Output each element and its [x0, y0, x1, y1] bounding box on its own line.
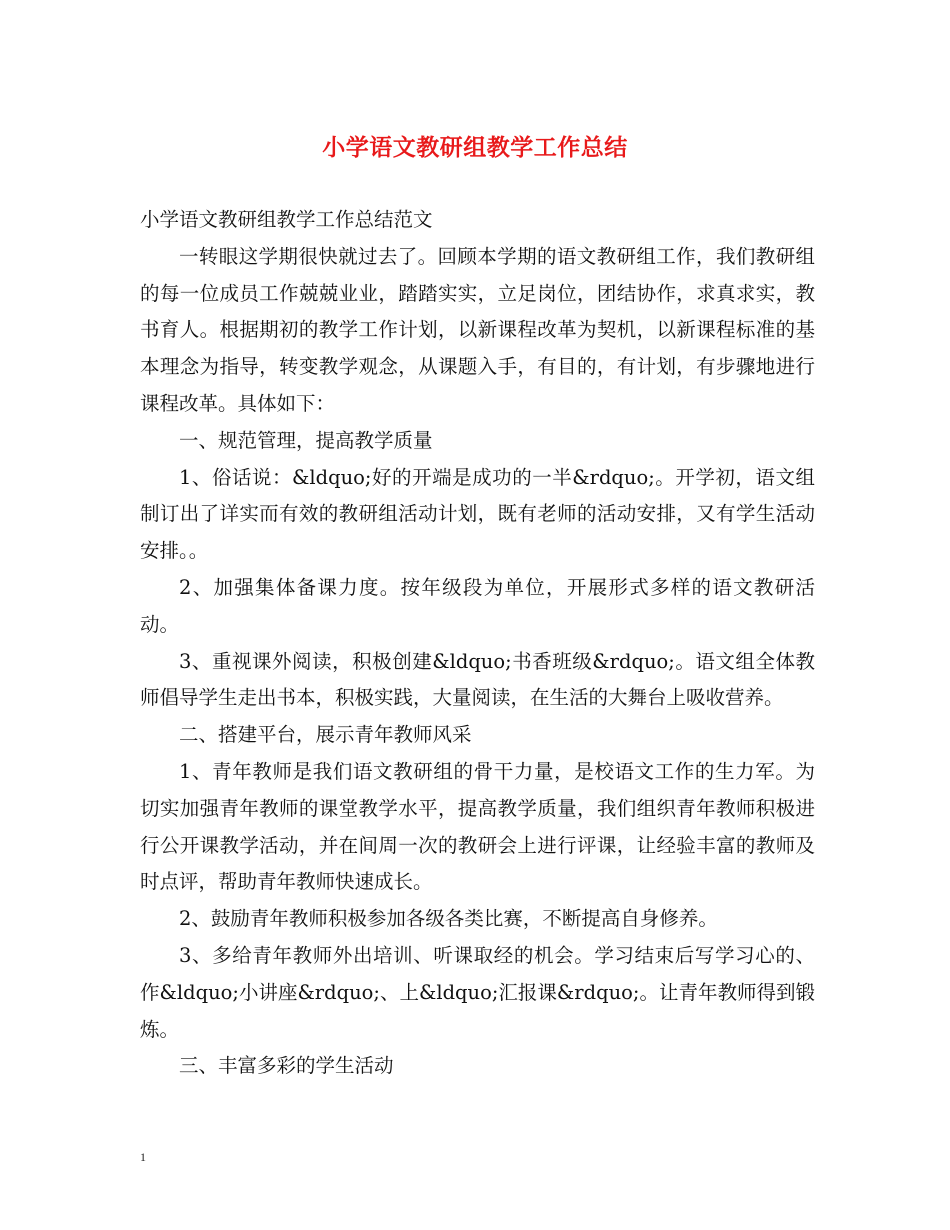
document-title: 小学语文教研组教学工作总结: [322, 134, 628, 161]
page-number: 1: [140, 1150, 146, 1164]
section-heading-2: 二、搭建平台，展示青年教师风采: [179, 723, 472, 747]
body-paragraph: 1、青年教师是我们语文教研组的骨干力量，是校语文工作的生力军。为切实加强青年教师的课堂教学水平，提高教学质量，我们组织青年教师积极进行公开课教学活动，并在间周一次的教研会上进行评课，让经验丰富的教师及时点评，帮助青年教师快速成长。: [140, 759, 815, 894]
body-paragraph: 2、鼓励青年教师积极参加各级各类比赛，不断提高自身修养。: [179, 907, 718, 931]
body-paragraph: 3、重视课外阅读，积极创建&ldquo;书香班级&rdquo;。语文组全体教师倡导学生走出书本，积极实践，大量阅读，在生活的大舞台上吸收营养。: [140, 649, 815, 710]
document-body: [140, 202, 815, 1085]
section-heading-3: 三、丰富多彩的学生活动: [179, 1054, 394, 1078]
body-paragraph: 3、多给青年教师外出培训、听课取经的机会。学习结束后写学习心的、作&ldquo;小讲座&rdquo;、上&ldquo;汇报课&rdquo;。让青年教师得到锻炼。: [140, 943, 815, 1041]
intro-paragraph: 一转眼这学期很快就过去了。回顾本学期的语文教研组工作，我们教研组的每一位成员工作兢兢业业，踏踏实实，立足岗位，团结协作，求真求实，教书育人。根据期初的教学工作计划，以新课程改革为契机，以新课程标准的基本理念为指导，转变教学观念，从课题入手，有目的，有计划，有步骤地进行课程改革。具体如下：: [140, 244, 815, 415]
section-heading-1: 一、规范管理，提高教学质量: [179, 428, 433, 452]
subtitle-paragraph: 小学语文教研组教学工作总结范文: [140, 208, 433, 231]
body-paragraph: 1、俗话说：&ldquo;好的开端是成功的一半&rdquo;。开学初，语文组制订出了详实而有效的教研组活动计划，既有老师的活动安排，又有学生活动安排。。: [140, 465, 815, 563]
body-paragraph: 2、加强集体备课力度。按年级段为单位，开展形式多样的语文教研活动。: [140, 575, 815, 636]
